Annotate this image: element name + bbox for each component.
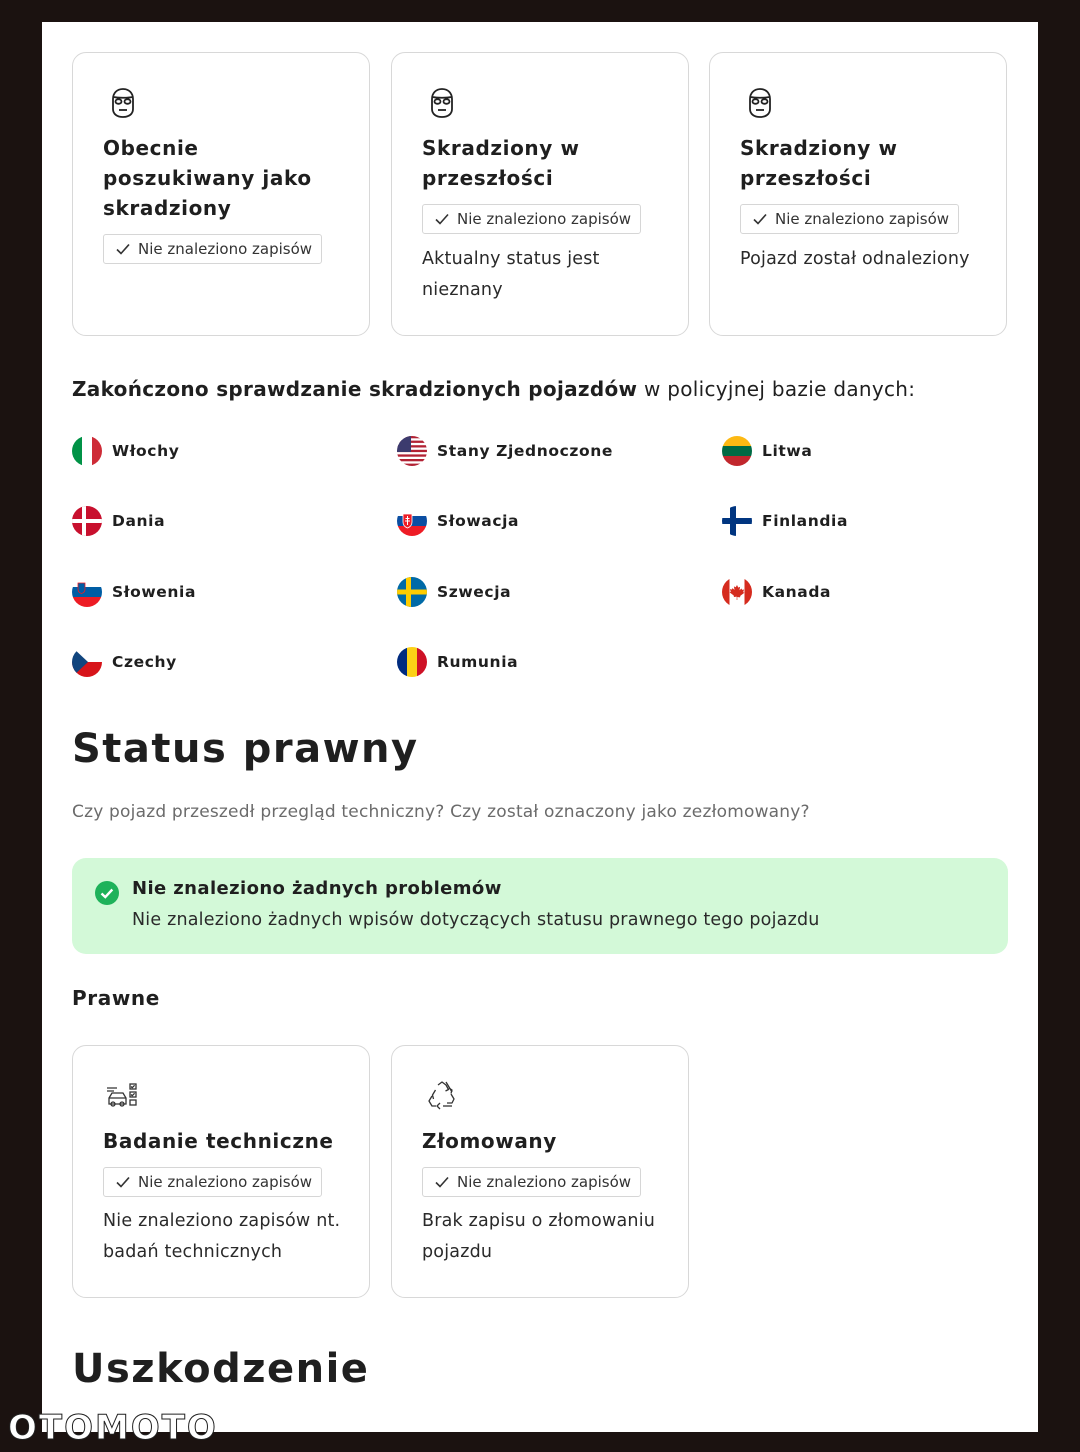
badge-label: Nie znaleziono zapisów: [775, 210, 950, 228]
check-icon: [114, 240, 132, 258]
country-name: Słowenia: [112, 583, 197, 601]
check-icon: [751, 210, 769, 228]
slovenia-flag-icon: [72, 577, 102, 607]
slovakia-flag-icon: [397, 506, 427, 536]
country-name: Dania: [112, 512, 166, 530]
country-canada: [722, 577, 831, 607]
sweden-flag-icon: [397, 577, 427, 607]
police-check-heading-rest: w policyjnej bazie danych:: [637, 377, 916, 401]
country-sweden: [397, 577, 511, 607]
no-records-badge: [103, 234, 322, 264]
legal-status-subtitle: Czy pojazd przeszedł przegląd techniczny? Czy został oznaczony jako zezłomowany?: [72, 802, 810, 822]
check-icon: [433, 1173, 451, 1191]
card-title: Skradziony w przeszłości: [740, 136, 898, 190]
country-name: Finlandia: [762, 512, 849, 530]
burglar-mask-icon: [740, 83, 780, 123]
card-title: Skradziony w przeszłości: [422, 136, 580, 190]
usa-flag-icon: [397, 436, 427, 466]
badge-label: Nie znaleziono zapisów: [138, 240, 313, 258]
lithuania-flag-icon: [722, 436, 752, 466]
czech-flag-icon: [72, 647, 102, 677]
card-description: Aktualny status jest nieznany: [422, 249, 600, 300]
country-czechia: [72, 647, 177, 677]
country-name: Włochy: [112, 442, 180, 460]
police-check-heading-bold: Zakończono sprawdzanie skradzionych pojazdów: [72, 377, 638, 401]
country-usa: [397, 436, 613, 466]
country-name: Kanada: [762, 583, 832, 601]
otomoto-watermark: OTOMOTO: [8, 1408, 218, 1448]
badge-label: Nie znaleziono zapisów: [457, 210, 632, 228]
stolen-card-current: [72, 52, 370, 336]
burglar-mask-icon: [422, 83, 462, 123]
country-name: Litwa: [762, 442, 813, 460]
check-icon: [114, 1173, 132, 1191]
stolen-card-past-recovered: [709, 52, 1007, 336]
inspection-card: [72, 1045, 370, 1298]
report-page: [42, 22, 1038, 1432]
canada-flag-icon: [722, 577, 752, 607]
country-name: Szwecja: [437, 583, 512, 601]
no-records-badge: [103, 1167, 322, 1197]
badge-label: Nie znaleziono zapisów: [138, 1173, 313, 1191]
italy-flag-icon: [72, 436, 102, 466]
scrapped-card: [391, 1045, 689, 1298]
country-name: Rumunia: [437, 653, 519, 671]
no-records-badge: [422, 204, 641, 234]
badge-label: Nie znaleziono zapisów: [457, 1173, 632, 1191]
romania-flag-icon: [397, 647, 427, 677]
card-description: Pojazd został odnaleziony: [740, 249, 970, 269]
country-italy: [72, 436, 179, 466]
country-romania: [397, 647, 518, 677]
police-check-heading: [72, 377, 915, 401]
alert-text: Nie znaleziono żadnych wpisów dotyczących statusu prawnego tego pojazdu: [132, 910, 820, 930]
legal-section-label: Prawne: [72, 986, 160, 1010]
country-finland: [722, 506, 848, 536]
denmark-flag-icon: [72, 506, 102, 536]
damage-title: Uszkodzenie: [72, 1346, 370, 1392]
country-slovenia: [72, 577, 196, 607]
legal-status-title: Status prawny: [72, 726, 419, 772]
country-name: Czechy: [112, 653, 177, 671]
country-name: Stany Zjednoczone: [437, 442, 614, 460]
card-title: Badanie techniczne: [103, 1129, 334, 1153]
success-check-icon: [94, 880, 120, 906]
country-denmark: [72, 506, 165, 536]
inspection-icon: [103, 1076, 143, 1116]
finland-flag-icon: [722, 506, 752, 536]
country-slovakia: [397, 506, 519, 536]
country-name: Słowacja: [437, 512, 520, 530]
stolen-card-past-unknown: [391, 52, 689, 336]
no-records-badge: [740, 204, 959, 234]
burglar-mask-icon: [103, 83, 143, 123]
check-icon: [433, 210, 451, 228]
card-title: Obecnie poszukiwany jako skradziony: [103, 136, 312, 220]
recycle-icon: [422, 1076, 462, 1116]
alert-title: Nie znaleziono żadnych problemów: [132, 878, 502, 899]
card-description: Brak zapisu o złomowaniu pojazdu: [422, 1211, 656, 1262]
card-title: Złomowany: [422, 1129, 557, 1153]
no-records-badge: [422, 1167, 641, 1197]
card-description: Nie znaleziono zapisów nt. badań technicznych: [103, 1211, 341, 1262]
country-lithuania: [722, 436, 812, 466]
no-problems-alert: [72, 858, 1008, 954]
